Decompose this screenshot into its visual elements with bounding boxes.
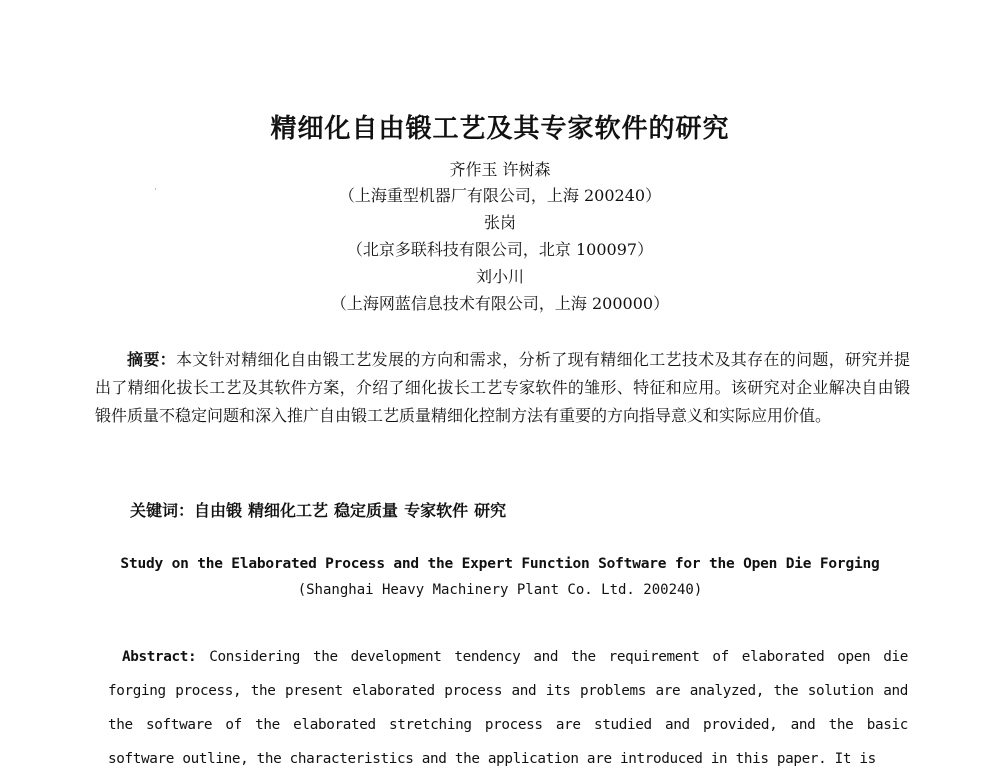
abstract-english-label: Abstract:	[122, 649, 197, 665]
keyword-item: 自由锻	[194, 501, 243, 520]
abstract-chinese	[95, 346, 910, 430]
author-affiliation-3: （上海网蓝信息技术有限公司，上海 200000）	[330, 294, 670, 313]
keyword-item: 精细化工艺	[248, 501, 329, 520]
abstract-english	[108, 640, 908, 776]
keyword-item: 研究	[474, 501, 507, 520]
abstract-chinese-label: 摘要：	[127, 350, 176, 369]
paper-title-english: Study on the Elaborated Process and the Expert Function Software for the Open Die Forging	[120, 556, 880, 572]
author-names-2: 张岗	[483, 213, 516, 232]
abstract-english-text: Considering the development tendency and the requirement of elaborated open die forging process, the present elaborated process and its problems are analyzed, the solution and the software of the elaborated stretching process are studied and provided, and the basic software outline, the characteristics and the application are introduced in this paper. It is	[108, 649, 908, 767]
abstract-chinese-text: 本文针对精细化自由锻工艺发展的方向和需求，分析了现有精细化工艺技术及其存在的问题，研究并提出了精细化拔长工艺及其软件方案，介绍了细化拔长工艺专家软件的雏形、特征和应用。该研究对企业解决自由锻锻件质量不稳定问题和深入推广自由锻工艺质量精细化控制方法有重要的方向指导意义和实际应用价值。	[95, 350, 910, 425]
paper-title: 精细化自由锻工艺及其专家软件的研究	[270, 114, 730, 144]
affiliation-english: (Shanghai Heavy Machinery Plant Co. Ltd. 200240)	[297, 582, 703, 598]
author-names-3: 刘小川	[475, 267, 524, 286]
keyword-item: 稳定质量	[334, 501, 399, 520]
author-names-1: 齐作玉 许树森	[449, 160, 551, 179]
keyword-item: 专家软件	[404, 501, 469, 520]
keywords-chinese	[130, 498, 512, 521]
keywords-label: 关键词：	[130, 501, 195, 520]
author-affiliation-2: （北京多联科技有限公司，北京 100097）	[346, 240, 654, 259]
author-affiliation-1: （上海重型机器厂有限公司，上海 200240）	[338, 186, 662, 205]
